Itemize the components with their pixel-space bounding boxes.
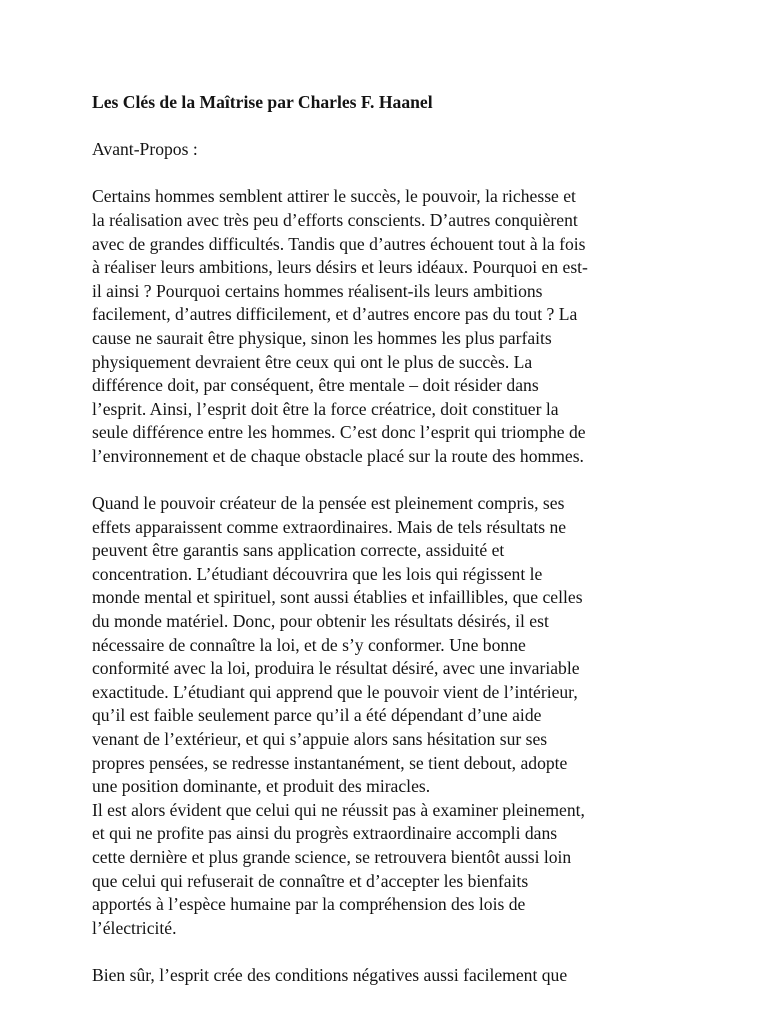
text-line: et qui ne profite pas ainsi du progrès extraordinaire accompli dans [92, 823, 558, 844]
section-heading: Avant-Propos : [92, 139, 198, 160]
paragraph-2 [92, 492, 692, 940]
text-line: concentration. L’étudiant découvrira que les lois qui régissent le [92, 563, 543, 584]
text-line: que celui qui refuserait de connaître et d’accepter les bienfaits [92, 870, 529, 891]
text-line: monde mental et spirituel, sont aussi établies et infaillibles, que celles [92, 587, 583, 608]
text-line: seule différence entre les hommes. C’est donc l’esprit qui triomphe de [92, 422, 586, 443]
text-line: facilement, d’autres difficilement, et d’autres encore pas du tout ? La [92, 304, 578, 325]
text-line: du monde matériel. Donc, pour obtenir les résultats désirés, il est [92, 611, 549, 632]
text-line: différence doit, par conséquent, être mentale – doit résider dans [92, 375, 539, 396]
text-line: Certains hommes semblent attirer le succès, le pouvoir, la richesse et [92, 186, 576, 207]
text-line: l’environnement et de chaque obstacle placé sur la route des hommes. [92, 445, 584, 466]
text-line: Bien sûr, l’esprit crée des conditions négatives aussi facilement que [92, 964, 568, 985]
text-line: l’électricité. [92, 917, 177, 938]
spacer [92, 162, 692, 186]
text-line: Quand le pouvoir créateur de la pensée est pleinement compris, ses [92, 493, 565, 514]
text-line: physiquement devraient être ceux qui ont le plus de succès. La [92, 351, 533, 372]
paragraph-3 [92, 964, 692, 988]
text-line: conformité avec la loi, produira le résultat désiré, avec une invariable [92, 658, 580, 679]
text-line: cause ne saurait être physique, sinon les hommes les plus parfaits [92, 327, 552, 348]
text-line: nécessaire de connaître la loi, et de s’y conformer. Une bonne [92, 634, 526, 655]
text-line: l’esprit. Ainsi, l’esprit doit être la force créatrice, doit constituer la [92, 398, 559, 419]
text-line: cette dernière et plus grande science, se retrouvera bientôt aussi loin [92, 847, 572, 867]
spacer [92, 115, 692, 139]
text-line: venant de l’extérieur, et qui s’appuie alors sans hésitation sur ses [92, 729, 548, 750]
text-line: il ainsi ? Pourquoi certains hommes réalisent-ils leurs ambitions [92, 280, 543, 301]
text-line: avec de grandes difficultés. Tandis que d’autres échouent tout à la fois [92, 233, 586, 254]
text-line: apportés à l’espèce humaine par la compréhension des lois de [92, 894, 526, 915]
spacer [92, 469, 692, 493]
spacer [92, 940, 692, 964]
text-line: peuvent être garantis sans application correcte, assiduité et [92, 540, 505, 561]
text-line: qu’il est faible seulement parce qu’il a été dépendant d’une aide [92, 705, 542, 726]
paragraph-1 [92, 185, 692, 468]
text-line: à réaliser leurs ambitions, leurs désirs et leurs idéaux. Pourquoi en est- [92, 257, 588, 278]
document-title: Les Clés de la Maîtrise par Charles F. Haanel [92, 92, 433, 112]
text-line: exactitude. L’étudiant qui apprend que le pouvoir vient de l’intérieur, [92, 681, 578, 702]
text-line: Il est alors évident que celui qui ne réussit pas à examiner pleinement, [92, 799, 585, 820]
text-line: la réalisation avec très peu d’efforts conscients. D’autres conquièrent [92, 209, 578, 230]
text-line: propres pensées, se redresse instantanément, se tient debout, adopte [92, 752, 568, 773]
text-line: une position dominante, et produit des miracles. [92, 776, 431, 797]
text-line: effets apparaissent comme extraordinaires. Mais de tels résultats ne [92, 516, 567, 537]
document-body [92, 91, 692, 988]
